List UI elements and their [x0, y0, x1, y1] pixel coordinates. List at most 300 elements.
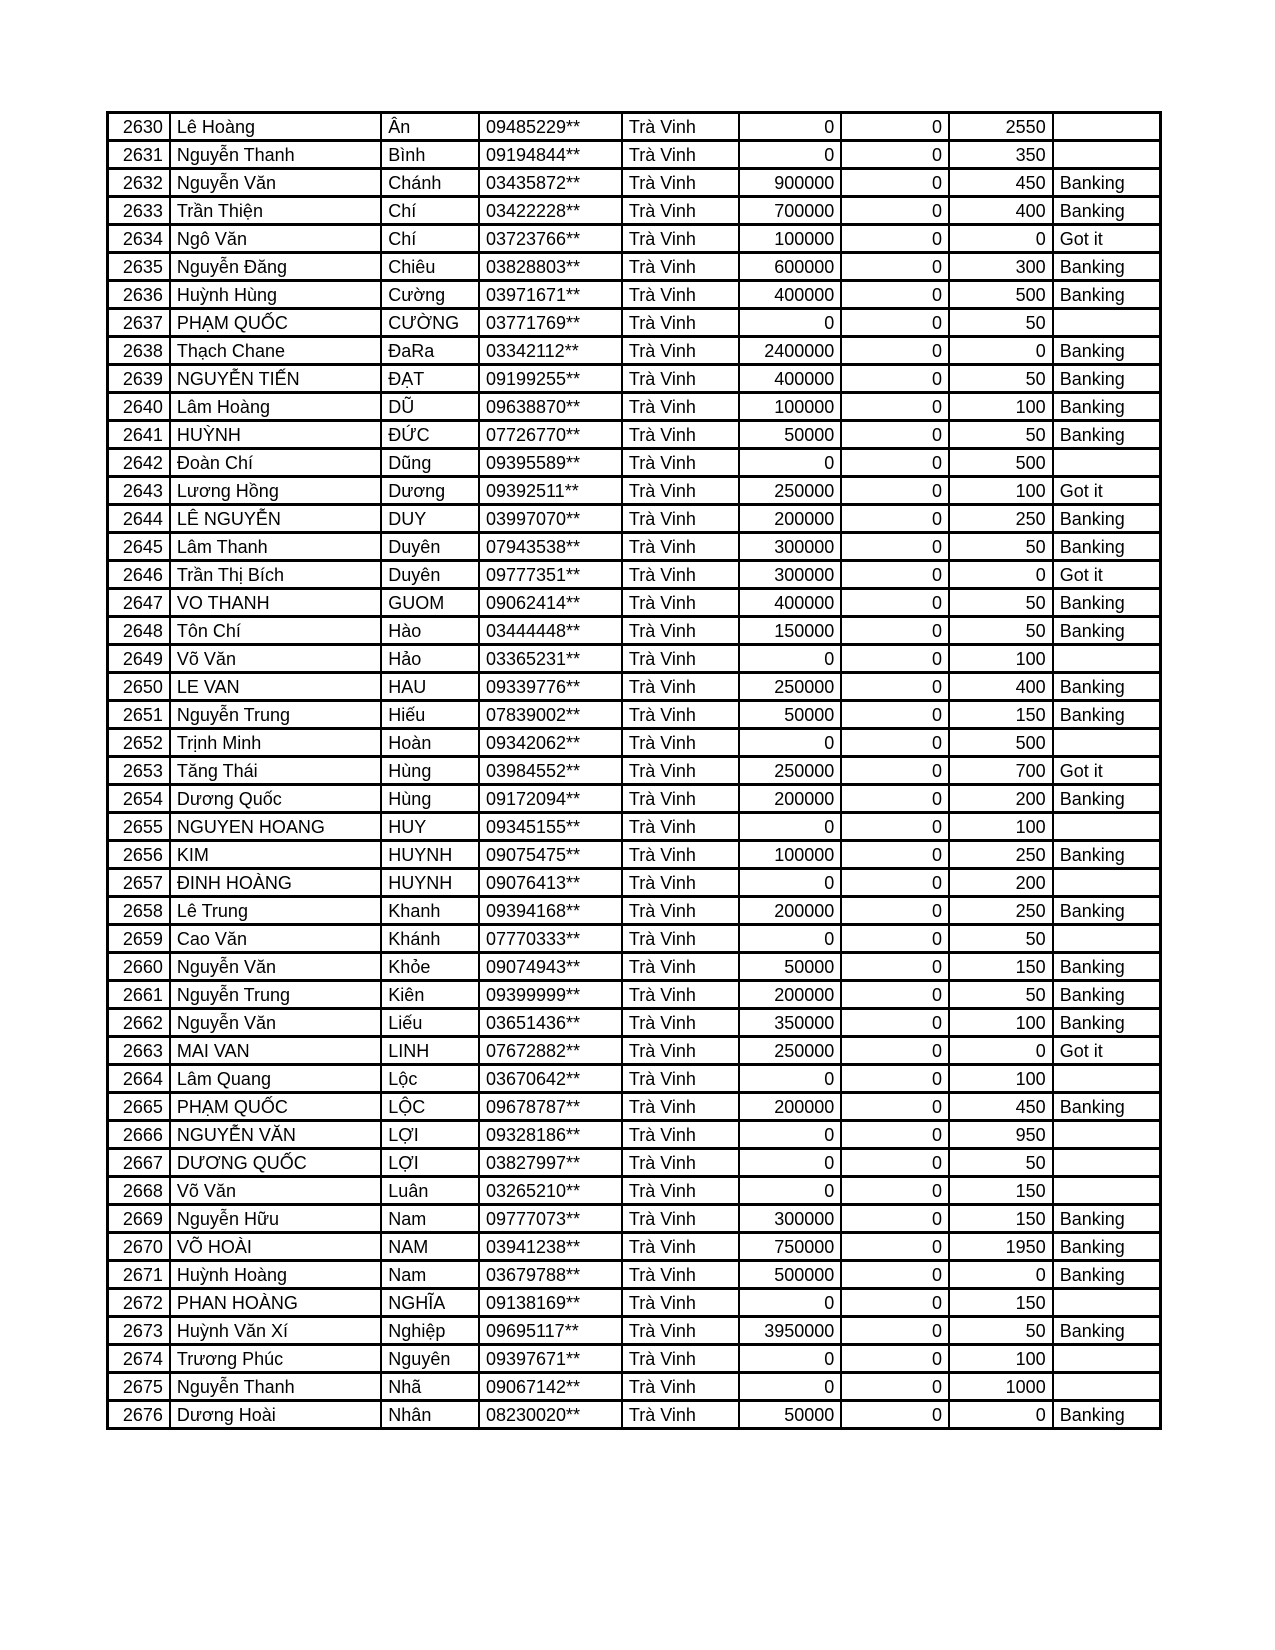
cell-phone-masked: 09397671**: [479, 1345, 622, 1373]
cell-row-id: 2655: [108, 813, 170, 841]
cell-amount-3: 0: [949, 1261, 1053, 1289]
cell-last-middle-name: Ngô Văn: [170, 225, 381, 253]
cell-amount-3: 0: [949, 225, 1053, 253]
cell-first-name: HUYNH: [381, 841, 479, 869]
table-row: [108, 673, 1161, 701]
cell-amount-1: 50000: [739, 421, 842, 449]
cell-first-name: GUOM: [381, 589, 479, 617]
cell-amount-3: 700: [949, 757, 1053, 785]
cell-phone-masked: 03444448**: [479, 617, 622, 645]
cell-amount-3: 1950: [949, 1233, 1053, 1261]
cell-phone-masked: 03342112**: [479, 337, 622, 365]
cell-province: Trà Vinh: [622, 281, 739, 309]
cell-amount-1: 0: [739, 813, 842, 841]
cell-row-id: 2640: [108, 393, 170, 421]
cell-province: Trà Vinh: [622, 1037, 739, 1065]
cell-row-id: 2634: [108, 225, 170, 253]
cell-amount-1: 0: [739, 1345, 842, 1373]
table-row: [108, 1065, 1161, 1093]
cell-amount-1: 200000: [739, 785, 842, 813]
cell-last-middle-name: NGUYỄN TIẾN: [170, 365, 381, 393]
cell-amount-1: 400000: [739, 365, 842, 393]
cell-amount-2: 0: [841, 197, 949, 225]
cell-last-middle-name: Lê Trung: [170, 897, 381, 925]
cell-amount-3: 500: [949, 449, 1053, 477]
cell-amount-3: 0: [949, 1401, 1053, 1429]
cell-amount-2: 0: [841, 673, 949, 701]
cell-amount-1: 200000: [739, 981, 842, 1009]
cell-row-id: 2643: [108, 477, 170, 505]
cell-first-name: Hào: [381, 617, 479, 645]
cell-phone-masked: 07726770**: [479, 421, 622, 449]
cell-status: Got it: [1053, 477, 1161, 505]
cell-amount-1: 150000: [739, 617, 842, 645]
cell-province: Trà Vinh: [622, 533, 739, 561]
cell-phone-masked: 09328186**: [479, 1121, 622, 1149]
cell-last-middle-name: Nguyễn Trung: [170, 981, 381, 1009]
cell-first-name: Hùng: [381, 757, 479, 785]
cell-amount-3: 0: [949, 1037, 1053, 1065]
cell-status: Banking: [1053, 1009, 1161, 1037]
cell-phone-masked: 03422228**: [479, 197, 622, 225]
cell-province: Trà Vinh: [622, 673, 739, 701]
cell-amount-2: 0: [841, 1233, 949, 1261]
cell-first-name: Bình: [381, 141, 479, 169]
cell-row-id: 2650: [108, 673, 170, 701]
table-row: [108, 729, 1161, 757]
cell-phone-masked: 09777073**: [479, 1205, 622, 1233]
cell-last-middle-name: DƯƠNG QUỐC: [170, 1149, 381, 1177]
table-row: [108, 449, 1161, 477]
table-row: [108, 365, 1161, 393]
cell-amount-1: 0: [739, 925, 842, 953]
cell-phone-masked: 09199255**: [479, 365, 622, 393]
cell-last-middle-name: Trương Phúc: [170, 1345, 381, 1373]
cell-last-middle-name: Nguyễn Thanh: [170, 1373, 381, 1401]
cell-amount-3: 2550: [949, 113, 1053, 141]
table-row: [108, 589, 1161, 617]
cell-amount-1: 250000: [739, 1037, 842, 1065]
cell-amount-1: 750000: [739, 1233, 842, 1261]
table-row: [108, 169, 1161, 197]
cell-amount-3: 100: [949, 813, 1053, 841]
cell-phone-masked: 03265210**: [479, 1177, 622, 1205]
cell-province: Trà Vinh: [622, 421, 739, 449]
cell-first-name: Duyên: [381, 533, 479, 561]
cell-row-id: 2653: [108, 757, 170, 785]
cell-amount-3: 50: [949, 309, 1053, 337]
cell-first-name: HAU: [381, 673, 479, 701]
cell-amount-1: 0: [739, 449, 842, 477]
cell-amount-1: 600000: [739, 253, 842, 281]
cell-province: Trà Vinh: [622, 1205, 739, 1233]
table-row: [108, 561, 1161, 589]
cell-province: Trà Vinh: [622, 841, 739, 869]
cell-phone-masked: 07839002**: [479, 701, 622, 729]
cell-first-name: ĐỨC: [381, 421, 479, 449]
cell-status: Banking: [1053, 1093, 1161, 1121]
cell-amount-1: 0: [739, 1121, 842, 1149]
cell-row-id: 2630: [108, 113, 170, 141]
cell-last-middle-name: Nguyễn Đăng: [170, 253, 381, 281]
cell-last-middle-name: Thạch Chane: [170, 337, 381, 365]
cell-amount-3: 150: [949, 1177, 1053, 1205]
cell-status: Got it: [1053, 1037, 1161, 1065]
cell-amount-3: 1000: [949, 1373, 1053, 1401]
cell-first-name: LỘC: [381, 1093, 479, 1121]
cell-status: Banking: [1053, 253, 1161, 281]
cell-province: Trà Vinh: [622, 1317, 739, 1345]
table-row: [108, 141, 1161, 169]
cell-status: Banking: [1053, 589, 1161, 617]
cell-status: [1053, 925, 1161, 953]
cell-row-id: 2658: [108, 897, 170, 925]
cell-amount-2: 0: [841, 1289, 949, 1317]
table-row: [108, 1289, 1161, 1317]
cell-row-id: 2649: [108, 645, 170, 673]
cell-phone-masked: 09638870**: [479, 393, 622, 421]
cell-first-name: NAM: [381, 1233, 479, 1261]
cell-status: Got it: [1053, 561, 1161, 589]
cell-last-middle-name: KIM: [170, 841, 381, 869]
table-row: [108, 897, 1161, 925]
table-row: [108, 337, 1161, 365]
cell-province: Trà Vinh: [622, 1345, 739, 1373]
table-row: [108, 1401, 1161, 1429]
cell-amount-3: 50: [949, 365, 1053, 393]
cell-amount-2: 0: [841, 981, 949, 1009]
cell-last-middle-name: Võ Văn: [170, 1177, 381, 1205]
cell-last-middle-name: HUỲNH: [170, 421, 381, 449]
cell-amount-3: 250: [949, 841, 1053, 869]
cell-row-id: 2654: [108, 785, 170, 813]
cell-phone-masked: 09138169**: [479, 1289, 622, 1317]
cell-province: Trà Vinh: [622, 897, 739, 925]
cell-province: Trà Vinh: [622, 309, 739, 337]
cell-first-name: Hoàn: [381, 729, 479, 757]
cell-phone-masked: 03997070**: [479, 505, 622, 533]
cell-amount-1: 700000: [739, 197, 842, 225]
cell-amount-2: 0: [841, 1065, 949, 1093]
cell-province: Trà Vinh: [622, 1065, 739, 1093]
cell-phone-masked: 08230020**: [479, 1401, 622, 1429]
cell-status: Banking: [1053, 505, 1161, 533]
cell-row-id: 2670: [108, 1233, 170, 1261]
cell-status: Banking: [1053, 421, 1161, 449]
cell-amount-1: 250000: [739, 673, 842, 701]
cell-phone-masked: 09062414**: [479, 589, 622, 617]
cell-amount-1: 300000: [739, 533, 842, 561]
cell-amount-1: 0: [739, 1373, 842, 1401]
cell-amount-1: 200000: [739, 897, 842, 925]
cell-last-middle-name: LÊ NGUYỄN: [170, 505, 381, 533]
cell-status: [1053, 309, 1161, 337]
table-row: [108, 1261, 1161, 1289]
cell-last-middle-name: Huỳnh Hùng: [170, 281, 381, 309]
table-row: [108, 1037, 1161, 1065]
cell-province: Trà Vinh: [622, 561, 739, 589]
table-row: [108, 225, 1161, 253]
cell-row-id: 2675: [108, 1373, 170, 1401]
cell-status: Banking: [1053, 1261, 1161, 1289]
cell-phone-masked: 09067142**: [479, 1373, 622, 1401]
cell-amount-3: 50: [949, 1317, 1053, 1345]
cell-last-middle-name: Nguyễn Hữu: [170, 1205, 381, 1233]
cell-amount-2: 0: [841, 813, 949, 841]
cell-phone-masked: 09075475**: [479, 841, 622, 869]
cell-last-middle-name: Nguyễn Văn: [170, 953, 381, 981]
cell-amount-2: 0: [841, 449, 949, 477]
table-row: [108, 953, 1161, 981]
cell-amount-2: 0: [841, 365, 949, 393]
cell-last-middle-name: VO THANH: [170, 589, 381, 617]
cell-amount-2: 0: [841, 1121, 949, 1149]
cell-amount-1: 400000: [739, 281, 842, 309]
table-row: [108, 421, 1161, 449]
cell-province: Trà Vinh: [622, 225, 739, 253]
cell-province: Trà Vinh: [622, 337, 739, 365]
cell-status: [1053, 729, 1161, 757]
cell-last-middle-name: Võ Văn: [170, 645, 381, 673]
cell-row-id: 2668: [108, 1177, 170, 1205]
cell-first-name: DUY: [381, 505, 479, 533]
table-row: [108, 757, 1161, 785]
cell-first-name: Chiêu: [381, 253, 479, 281]
cell-amount-1: 50000: [739, 953, 842, 981]
cell-amount-2: 0: [841, 1093, 949, 1121]
cell-amount-2: 0: [841, 1205, 949, 1233]
cell-last-middle-name: Trần Thiện: [170, 197, 381, 225]
cell-province: Trà Vinh: [622, 1093, 739, 1121]
table-row: [108, 617, 1161, 645]
cell-phone-masked: 03971671**: [479, 281, 622, 309]
cell-row-id: 2639: [108, 365, 170, 393]
cell-phone-masked: 09777351**: [479, 561, 622, 589]
cell-row-id: 2645: [108, 533, 170, 561]
cell-status: Banking: [1053, 1205, 1161, 1233]
cell-first-name: Cường: [381, 281, 479, 309]
cell-phone-masked: 07943538**: [479, 533, 622, 561]
cell-row-id: 2663: [108, 1037, 170, 1065]
cell-amount-1: 350000: [739, 1009, 842, 1037]
cell-first-name: Duyên: [381, 561, 479, 589]
cell-amount-3: 450: [949, 1093, 1053, 1121]
cell-phone-masked: 09392511**: [479, 477, 622, 505]
cell-amount-2: 0: [841, 589, 949, 617]
cell-first-name: Liếu: [381, 1009, 479, 1037]
cell-amount-1: 0: [739, 1289, 842, 1317]
cell-amount-2: 0: [841, 1009, 949, 1037]
cell-province: Trà Vinh: [622, 1177, 739, 1205]
cell-first-name: Dũng: [381, 449, 479, 477]
cell-amount-1: 300000: [739, 561, 842, 589]
cell-amount-3: 250: [949, 505, 1053, 533]
cell-amount-1: 500000: [739, 1261, 842, 1289]
cell-status: Banking: [1053, 337, 1161, 365]
cell-last-middle-name: Huỳnh Văn Xí: [170, 1317, 381, 1345]
table-row: [108, 813, 1161, 841]
cell-status: Banking: [1053, 673, 1161, 701]
table-row: [108, 533, 1161, 561]
cell-province: Trà Vinh: [622, 981, 739, 1009]
cell-row-id: 2674: [108, 1345, 170, 1373]
cell-first-name: Nam: [381, 1205, 479, 1233]
cell-amount-2: 0: [841, 1177, 949, 1205]
cell-row-id: 2631: [108, 141, 170, 169]
cell-amount-3: 50: [949, 617, 1053, 645]
cell-province: Trà Vinh: [622, 477, 739, 505]
cell-amount-3: 150: [949, 1205, 1053, 1233]
cell-province: Trà Vinh: [622, 953, 739, 981]
cell-province: Trà Vinh: [622, 113, 739, 141]
table-row: [108, 1009, 1161, 1037]
cell-phone-masked: 07770333**: [479, 925, 622, 953]
cell-amount-1: 2400000: [739, 337, 842, 365]
cell-phone-masked: 09074943**: [479, 953, 622, 981]
cell-province: Trà Vinh: [622, 869, 739, 897]
cell-amount-2: 0: [841, 281, 949, 309]
cell-amount-1: 200000: [739, 1093, 842, 1121]
cell-amount-2: 0: [841, 309, 949, 337]
cell-row-id: 2669: [108, 1205, 170, 1233]
cell-last-middle-name: Nguyễn Thanh: [170, 141, 381, 169]
cell-row-id: 2647: [108, 589, 170, 617]
cell-last-middle-name: Dương Hoài: [170, 1401, 381, 1429]
cell-phone-masked: 09678787**: [479, 1093, 622, 1121]
cell-province: Trà Vinh: [622, 197, 739, 225]
cell-row-id: 2662: [108, 1009, 170, 1037]
cell-amount-2: 0: [841, 533, 949, 561]
cell-amount-2: 0: [841, 617, 949, 645]
cell-amount-3: 150: [949, 1289, 1053, 1317]
cell-status: Banking: [1053, 701, 1161, 729]
cell-amount-2: 0: [841, 337, 949, 365]
cell-amount-3: 450: [949, 169, 1053, 197]
cell-first-name: Khánh: [381, 925, 479, 953]
cell-status: Banking: [1053, 981, 1161, 1009]
cell-row-id: 2664: [108, 1065, 170, 1093]
cell-phone-masked: 03828803**: [479, 253, 622, 281]
cell-amount-2: 0: [841, 1345, 949, 1373]
cell-row-id: 2651: [108, 701, 170, 729]
cell-phone-masked: 09395589**: [479, 449, 622, 477]
cell-first-name: HUY: [381, 813, 479, 841]
table-row: [108, 925, 1161, 953]
cell-amount-2: 0: [841, 141, 949, 169]
cell-province: Trà Vinh: [622, 1121, 739, 1149]
cell-amount-3: 300: [949, 253, 1053, 281]
cell-status: Banking: [1053, 1317, 1161, 1345]
cell-amount-2: 0: [841, 757, 949, 785]
cell-amount-3: 250: [949, 897, 1053, 925]
cell-amount-1: 0: [739, 869, 842, 897]
cell-first-name: DŨ: [381, 393, 479, 421]
cell-province: Trà Vinh: [622, 1233, 739, 1261]
cell-province: Trà Vinh: [622, 393, 739, 421]
cell-province: Trà Vinh: [622, 253, 739, 281]
cell-province: Trà Vinh: [622, 701, 739, 729]
cell-amount-2: 0: [841, 953, 949, 981]
cell-amount-3: 500: [949, 729, 1053, 757]
cell-first-name: Khỏe: [381, 953, 479, 981]
cell-amount-3: 400: [949, 197, 1053, 225]
cell-last-middle-name: VÕ HOÀI: [170, 1233, 381, 1261]
cell-amount-3: 50: [949, 421, 1053, 449]
cell-last-middle-name: Lâm Quang: [170, 1065, 381, 1093]
cell-province: Trà Vinh: [622, 785, 739, 813]
cell-row-id: 2665: [108, 1093, 170, 1121]
cell-amount-3: 50: [949, 925, 1053, 953]
cell-amount-2: 0: [841, 785, 949, 813]
cell-amount-1: 0: [739, 645, 842, 673]
cell-amount-3: 100: [949, 393, 1053, 421]
cell-row-id: 2659: [108, 925, 170, 953]
cell-amount-1: 250000: [739, 757, 842, 785]
table-row: [108, 1345, 1161, 1373]
cell-amount-2: 0: [841, 897, 949, 925]
cell-row-id: 2632: [108, 169, 170, 197]
cell-amount-1: 0: [739, 1149, 842, 1177]
cell-amount-2: 0: [841, 729, 949, 757]
cell-phone-masked: 09342062**: [479, 729, 622, 757]
cell-status: Banking: [1053, 169, 1161, 197]
cell-amount-3: 100: [949, 1345, 1053, 1373]
cell-phone-masked: 03941238**: [479, 1233, 622, 1261]
cell-first-name: HUYNH: [381, 869, 479, 897]
cell-last-middle-name: Lương Hồng: [170, 477, 381, 505]
cell-last-middle-name: PHẠM QUỐC: [170, 1093, 381, 1121]
table-row: [108, 477, 1161, 505]
cell-status: [1053, 813, 1161, 841]
cell-amount-2: 0: [841, 477, 949, 505]
cell-phone-masked: 09695117**: [479, 1317, 622, 1345]
cell-province: Trà Vinh: [622, 1401, 739, 1429]
cell-last-middle-name: MAI VAN: [170, 1037, 381, 1065]
table-row: [108, 281, 1161, 309]
cell-province: Trà Vinh: [622, 589, 739, 617]
cell-amount-2: 0: [841, 841, 949, 869]
cell-first-name: Kiên: [381, 981, 479, 1009]
cell-row-id: 2637: [108, 309, 170, 337]
cell-province: Trà Vinh: [622, 617, 739, 645]
table-row: [108, 1233, 1161, 1261]
cell-row-id: 2672: [108, 1289, 170, 1317]
cell-amount-3: 100: [949, 1009, 1053, 1037]
cell-first-name: ĐaRa: [381, 337, 479, 365]
cell-amount-2: 0: [841, 253, 949, 281]
cell-row-id: 2673: [108, 1317, 170, 1345]
cell-amount-2: 0: [841, 1149, 949, 1177]
cell-amount-3: 950: [949, 1121, 1053, 1149]
cell-amount-3: 200: [949, 785, 1053, 813]
cell-status: Banking: [1053, 841, 1161, 869]
cell-first-name: Nhã: [381, 1373, 479, 1401]
cell-last-middle-name: PHẠM QUỐC: [170, 309, 381, 337]
cell-last-middle-name: Nguyễn Trung: [170, 701, 381, 729]
table-row: [108, 1373, 1161, 1401]
cell-first-name: Hùng: [381, 785, 479, 813]
table-row: [108, 253, 1161, 281]
cell-amount-1: 250000: [739, 477, 842, 505]
cell-amount-1: 0: [739, 729, 842, 757]
cell-status: Banking: [1053, 533, 1161, 561]
cell-phone-masked: 03670642**: [479, 1065, 622, 1093]
cell-last-middle-name: Trần Thị Bích: [170, 561, 381, 589]
table-row: [108, 1205, 1161, 1233]
table-row: [108, 197, 1161, 225]
cell-status: Banking: [1053, 785, 1161, 813]
cell-amount-2: 0: [841, 505, 949, 533]
